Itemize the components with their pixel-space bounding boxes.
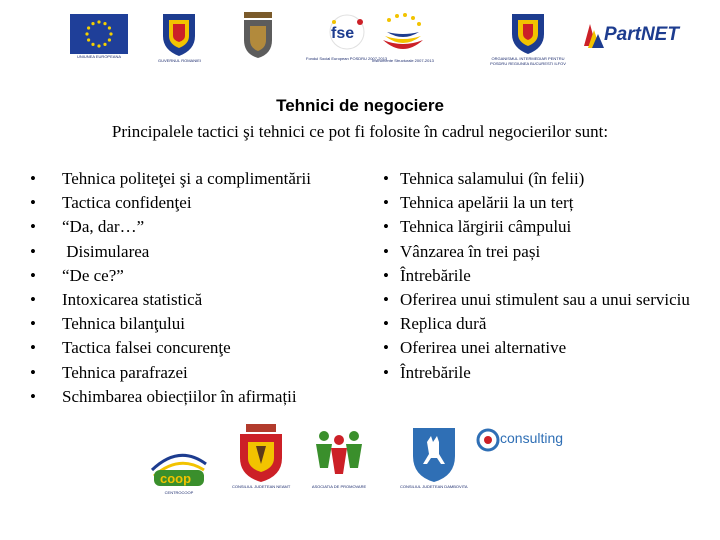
list-item: • Oferirea unui stimulent sau a unui serviciu [384, 288, 704, 312]
consulting-swirl-icon [476, 428, 500, 452]
consulting-logo [476, 428, 564, 452]
list-item: • Tehnica salamului (în felii) [384, 167, 704, 191]
list-item: • Schimbarea obiecțiilor în afirmații [24, 385, 311, 409]
logo-caption: GUVERNUL ROMANIEI [158, 58, 201, 63]
list-item: • Tactica confidenţei [24, 191, 311, 215]
list-item: • Vânzarea în trei pași [384, 240, 704, 264]
page-subtitle: Principalele tactici şi tehnici ce pot fi folosite în cadrul negocierilor sunt: [111, 122, 609, 141]
list-item: • Întrebările [384, 264, 704, 288]
list-item: • “Da, dar…” [24, 215, 311, 239]
bottom-logo-band [140, 418, 570, 533]
people-icon [304, 424, 374, 484]
logo-caption: ORGANISMUL INTERMEDIAR PENTRU POSDRU REGIUNEA BUCURESTI ILFOV [490, 56, 566, 66]
top-logo-band [62, 8, 679, 78]
list-item: • Tehnica apelării la un terț [384, 191, 704, 215]
logo-caption: Fondul Social European POSDRU 2007-2013 [306, 56, 388, 61]
romania-coat-of-arms-logo [158, 10, 201, 63]
association-logo [304, 424, 374, 489]
consulting-wordmark: consulting [500, 430, 564, 446]
coat-of-arms-icon [508, 10, 548, 56]
coat-of-arms-icon [236, 424, 286, 484]
svg-text:coop: coop [160, 471, 192, 486]
coop-icon [146, 440, 212, 490]
list-item: • Tactica falsei concurenţe [24, 336, 311, 360]
list-item: • Intoxicarea statistică [24, 288, 311, 312]
coop-logo [146, 440, 212, 495]
stars-icon [375, 10, 431, 58]
logo-caption: Instrumente Structurale 2007-2013 [372, 58, 434, 63]
page-title: Tehnici de negociere [276, 96, 444, 115]
list-item: • Tehnica lărgirii câmpului [384, 215, 704, 239]
logo-caption: CONSILIUL JUDETEAN NEAMT [232, 484, 291, 489]
list-item: • Tehnica politeţei şi a complimentării [24, 167, 311, 191]
list-item: • Disimularea [24, 240, 311, 264]
list-item: • “De ce?” [24, 264, 311, 288]
left-technique-list [24, 167, 311, 409]
crest-icon [238, 10, 278, 60]
neamt-coat-of-arms-logo [232, 424, 290, 489]
partnet-wordmark: PartNET [604, 24, 679, 45]
oi-coat-of-arms-logo [488, 10, 568, 66]
list-item: • Tehnica parafrazei [24, 361, 311, 385]
list-item: • Tehnica bilanţului [24, 312, 311, 336]
logo-caption: UNIUNEA EUROPEANA [76, 54, 121, 59]
eu-flag-logo [70, 14, 128, 59]
svg-text:fse: fse [330, 25, 354, 42]
ministry-crest-logo [238, 10, 278, 60]
dambovita-coat-of-arms-logo [400, 424, 468, 489]
list-item: • Întrebările [384, 361, 704, 385]
coat-of-arms-icon [159, 10, 199, 58]
eu-flag-icon [70, 14, 128, 54]
right-technique-list [384, 167, 704, 385]
list-item: • Oferirea unei alternative [384, 336, 704, 360]
deer-crest-icon [409, 424, 459, 484]
partnet-logo [580, 18, 679, 54]
structural-instruments-logo [372, 10, 434, 63]
logo-caption: CENTROCOOP [164, 490, 194, 495]
logo-caption: ASOCIATIA DE PROMOVARE [311, 484, 367, 489]
logo-caption: CONSILIUL JUDETEAN DAMBOVITA [400, 484, 468, 489]
list-item: • Replica dură [384, 312, 704, 336]
fse-icon [320, 12, 374, 56]
